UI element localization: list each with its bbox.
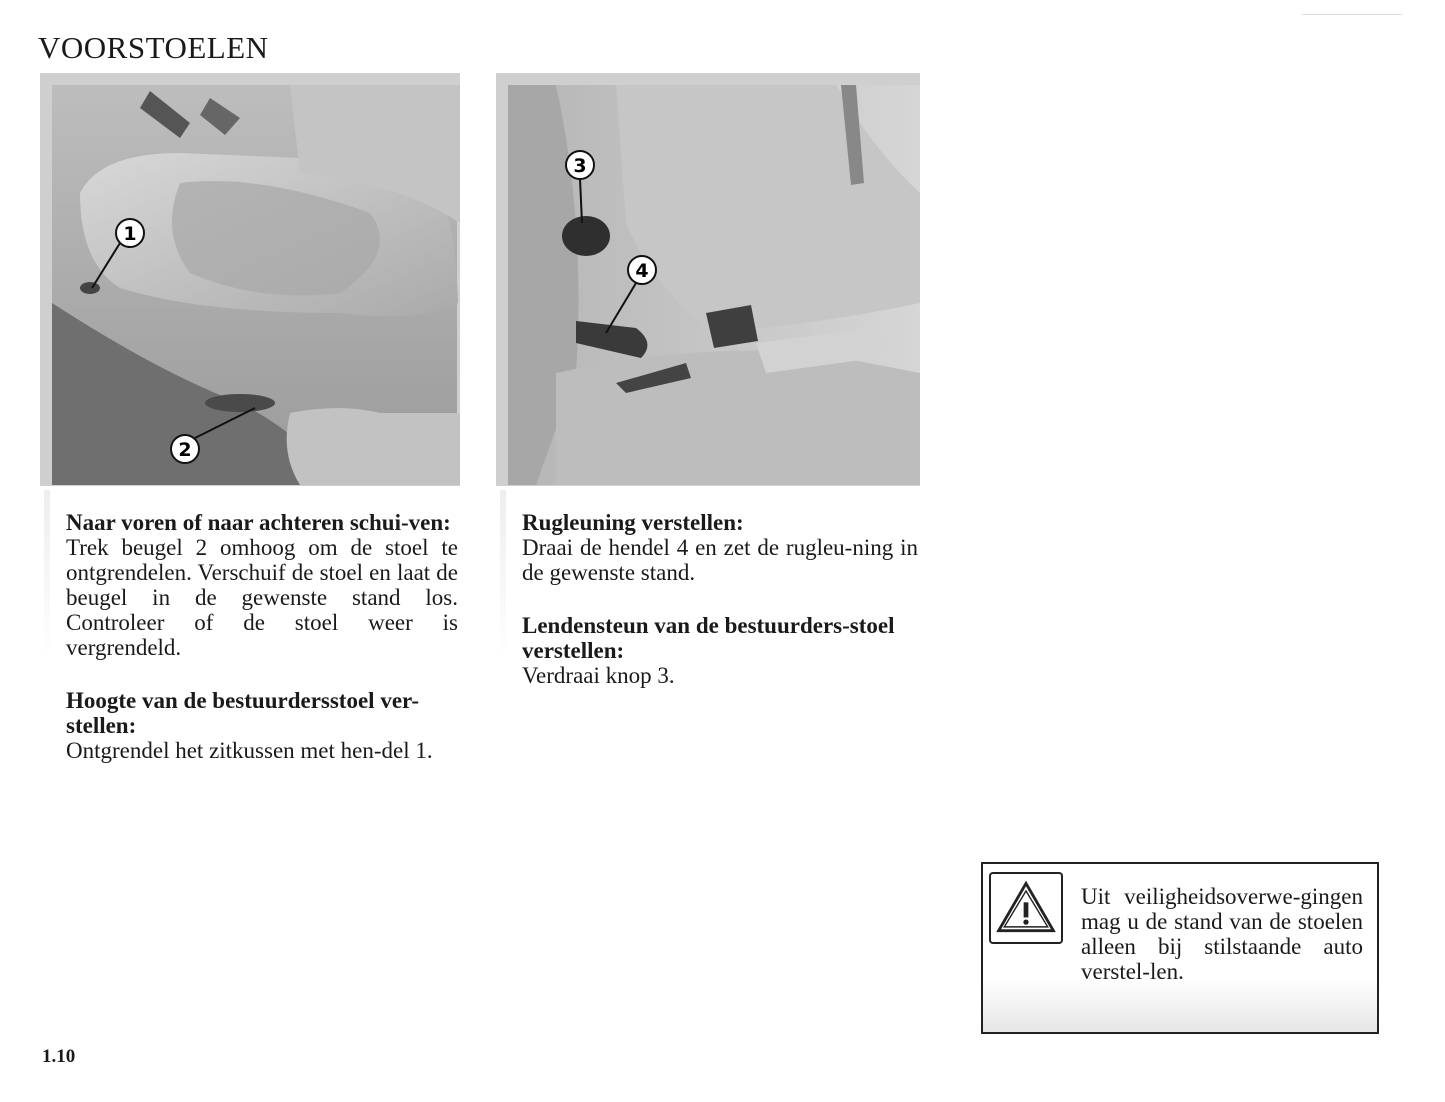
page-title: VOORSTOELEN <box>38 30 269 65</box>
section-body: Draai de hendel 4 en zet de rugleu-ning in de gewenste stand. <box>522 535 918 585</box>
margin-mark <box>500 490 506 660</box>
section-height <box>66 688 458 763</box>
right-text-column <box>522 510 918 716</box>
warning-text: Uit veiligheidsoverwe-gingen mag u de stand van de stoelen alleen bij stilstaande auto verstel-len. <box>1081 884 1363 984</box>
section-heading: Hoogte van de bestuurdersstoel ver-stellen: <box>66 688 420 738</box>
seat-photo-front <box>40 73 460 486</box>
seat-photo-side <box>496 73 920 486</box>
section-body: Trek beugel 2 omhoog om de stoel te ontgrendelen. Verschuif de stoel en laat de beugel in de gewenste stand los. Controleer of de stoel weer is vergrendeld. <box>66 535 458 660</box>
section-lumbar <box>522 613 918 688</box>
section-body: Verdraai knop 3. <box>522 663 675 688</box>
margin-mark <box>44 490 50 660</box>
section-backrest <box>522 510 918 585</box>
warning-triangle-icon <box>989 872 1063 944</box>
section-heading: Lendensteun van de bestuurders-stoel verstellen: <box>522 613 895 663</box>
warning-box <box>981 862 1379 1034</box>
top-rule <box>1302 14 1402 15</box>
section-slide <box>66 510 458 660</box>
section-heading: Naar voren of naar achteren schui-ven: <box>66 510 451 535</box>
callout-label-4: 4 <box>635 260 649 282</box>
section-body: Ontgrendel het zitkussen met hen-del 1. <box>66 738 433 763</box>
left-text-column <box>66 510 458 791</box>
callout-label-2: 2 <box>178 439 192 461</box>
callout-label-3: 3 <box>573 155 587 177</box>
callout-label-1: 1 <box>123 223 137 245</box>
page-number: 1.10 <box>42 1046 76 1067</box>
section-heading: Rugleuning verstellen: <box>522 510 744 535</box>
